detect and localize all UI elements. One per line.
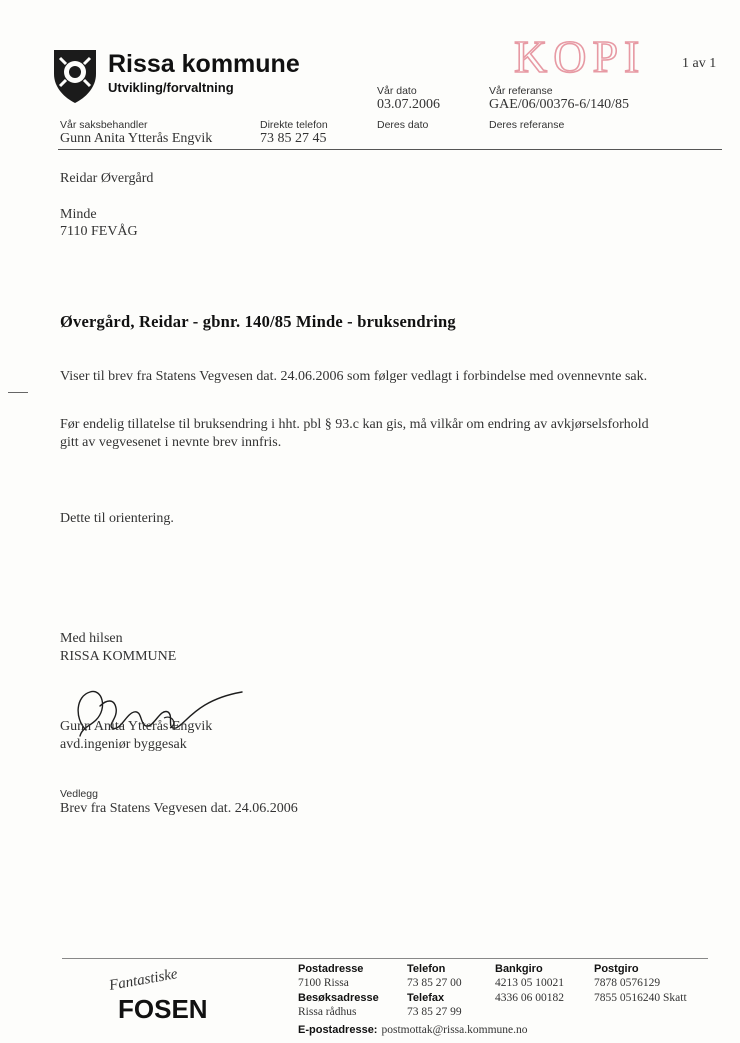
fold-mark bbox=[8, 392, 28, 393]
recipient-postal: 7110 FEVÅG bbox=[60, 224, 138, 239]
municipality-coat-of-arms-logo bbox=[52, 48, 98, 104]
attachment-label: Vedlegg bbox=[60, 788, 98, 800]
paragraph-3: Dette til orientering. bbox=[60, 511, 174, 526]
closing-org: RISSA KOMMUNE bbox=[60, 649, 177, 664]
signer-title: avd.ingeniør byggesak bbox=[60, 737, 187, 752]
closing-greeting: Med hilsen bbox=[60, 631, 123, 646]
footer-fax-value: 73 85 27 99 bbox=[407, 1006, 462, 1018]
footer-bank-value-1: 4213 05 10021 bbox=[495, 977, 564, 989]
header-divider bbox=[58, 149, 722, 150]
your-date-label: Deres dato bbox=[377, 119, 429, 131]
our-date: 03.07.2006 bbox=[377, 97, 440, 112]
your-ref-label: Deres referanse bbox=[489, 119, 565, 131]
footer-visit-value: Rissa rådhus bbox=[298, 1006, 357, 1018]
footer-postgiro-value-1: 7878 0576129 bbox=[594, 977, 661, 989]
signer-name: Gunn Anita Ytterås Engvik bbox=[60, 719, 213, 734]
org-department: Utvikling/forvaltning bbox=[108, 80, 234, 95]
footer-bank-label: Bankgiro bbox=[495, 963, 543, 975]
paragraph-2-line-1: Før endelig tillatelse til bruksendring i hht. pbl § 93.c kan gis, må vilkår om endring av avkjørselsforhold bbox=[60, 417, 649, 432]
svg-text:FOSEN: FOSEN bbox=[118, 994, 208, 1024]
our-ref-label: Vår referanse bbox=[489, 85, 553, 97]
letter-subject: Øvergård, Reidar - gbnr. 140/85 Minde - bruksendring bbox=[60, 312, 456, 331]
svg-text:KOPI: KOPI bbox=[514, 31, 646, 82]
page-count: 1 av 1 bbox=[682, 56, 717, 71]
footer-postgiro-value-2: 7855 0516240 Skatt bbox=[594, 992, 687, 1004]
svg-text:Fantastiske: Fantastiske bbox=[107, 968, 179, 994]
recipient-street: Minde bbox=[60, 207, 97, 222]
attachment-item: Brev fra Statens Vegvesen dat. 24.06.2006 bbox=[60, 801, 298, 816]
phone-label: Direkte telefon bbox=[260, 119, 328, 131]
footer-post-value: 7100 Rissa bbox=[298, 977, 349, 989]
footer-email-label: E-postadresse: bbox=[298, 1024, 378, 1036]
footer-bank-value-2: 4336 06 00182 bbox=[495, 992, 564, 1004]
handler-name: Gunn Anita Ytterås Engvik bbox=[60, 131, 213, 146]
fantastiske-fosen-logo bbox=[100, 968, 230, 1024]
handler-label: Vår saksbehandler bbox=[60, 119, 148, 131]
our-ref: GAE/06/00376-6/140/85 bbox=[489, 97, 629, 112]
footer-postgiro-label: Postgiro bbox=[594, 963, 639, 975]
phone-number: 73 85 27 45 bbox=[260, 131, 327, 146]
footer-email-value: postmottak@rissa.kommune.no bbox=[381, 1024, 528, 1036]
recipient-name: Reidar Øvergård bbox=[60, 171, 154, 186]
footer-phone-value: 73 85 27 00 bbox=[407, 977, 462, 989]
paragraph-1: Viser til brev fra Statens Vegvesen dat. 24.06.2006 som følger vedlagt i forbindelse med ovennevnte sak. bbox=[60, 369, 648, 384]
footer-post-label: Postadresse bbox=[298, 963, 364, 975]
footer-email bbox=[298, 1020, 528, 1038]
footer-divider bbox=[62, 958, 708, 959]
kopi-stamp bbox=[508, 30, 668, 82]
paragraph-2-line-2: gitt av vegvesenet i nevnte brev innfris. bbox=[60, 435, 282, 450]
footer-visit-label: Besøksadresse bbox=[298, 992, 379, 1004]
org-name: Rissa kommune bbox=[108, 50, 300, 78]
our-date-label: Vår dato bbox=[377, 85, 417, 97]
footer-fax-label: Telefax bbox=[407, 992, 445, 1004]
footer-phone-label: Telefon bbox=[407, 963, 446, 975]
